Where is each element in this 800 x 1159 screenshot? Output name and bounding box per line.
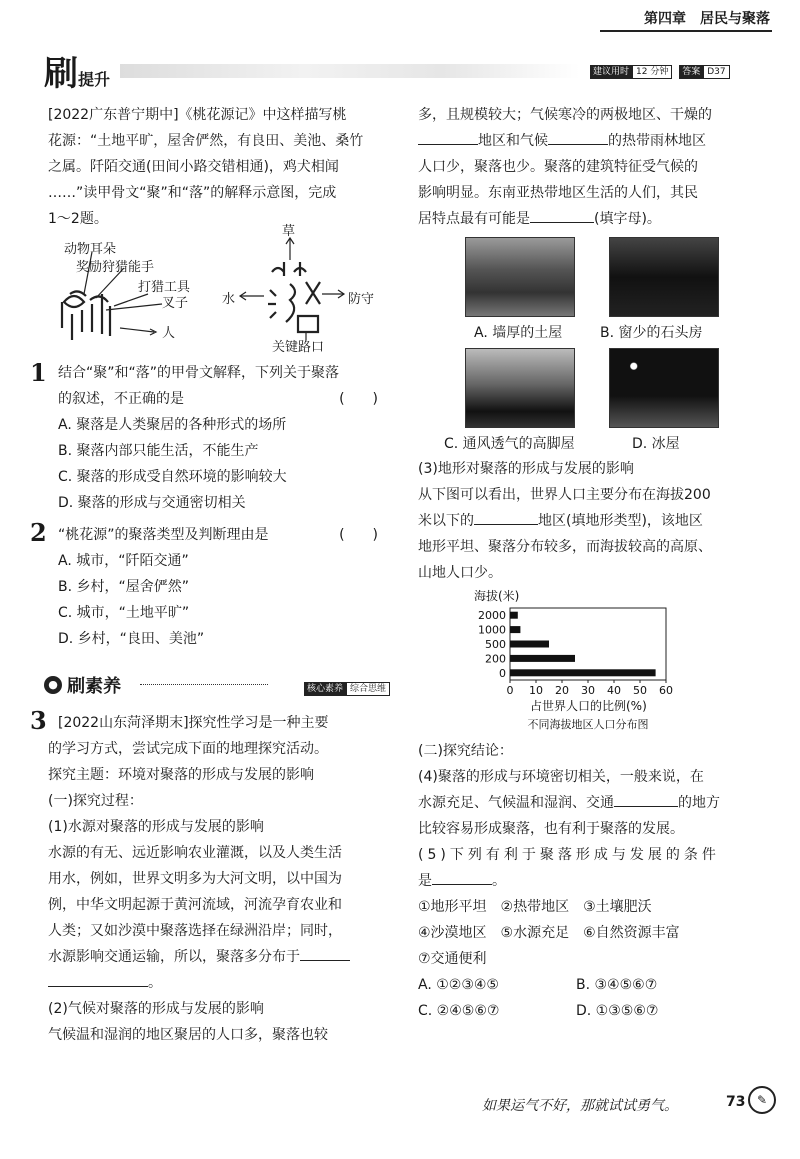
label-person: 人 bbox=[162, 326, 176, 341]
q1-option-d[interactable]: D. 聚落的形成与交通密切相关 bbox=[58, 495, 246, 511]
conclusion-text: (二)探究结论： (4)聚落的形成与环境密切相关，一般来说，在 水源充足、气候温和湿润、交通 的地方 比较容易形成聚落，也有利于聚落的发展。 (5)下列有利于聚落形成与发展的条件 是 。 ①地形平坦 ②热带地区 ③土壤肥沃 ④沙漠地区 ⑤水源充足 ⑥自然资源丰富 ⑦交通便利 A. ①②③④⑤ B. ③④⑤⑥⑦ C. ②④⑤⑥⑦ D. ①③⑤⑥⑦ bbox=[418, 738, 778, 1024]
question-1 bbox=[30, 360, 390, 516]
y-axis-title: 海拔(米) bbox=[474, 589, 520, 603]
q5-option-d[interactable]: D. ①③⑤⑥⑦ bbox=[576, 1003, 659, 1019]
label-key-crossing: 关键路口 bbox=[272, 340, 325, 355]
blank-terrain-type[interactable] bbox=[474, 510, 538, 525]
y-tick-label: 0 bbox=[499, 666, 506, 680]
x-tick-label: 0 bbox=[506, 684, 514, 697]
tag-core-literacy: 核心素养 bbox=[304, 682, 346, 696]
chapter-title: 第四章 居民与聚落 bbox=[644, 11, 770, 27]
x-tick-label: 50 bbox=[633, 684, 647, 697]
blank-water-distribution-cont[interactable] bbox=[48, 972, 148, 987]
right-column-text: 多，且规模较大；气候寒冷的两极地区、干燥的 地区和气候 的热带雨林地区 人口少，聚落也少。聚落的建筑特征受气候的 影响明显。东南亚热带地区生活的人们，其民 居特点最有可能是 (填字母)。 bbox=[418, 107, 712, 227]
x-tick-label: 60 bbox=[659, 684, 673, 697]
photo-earth-house bbox=[465, 237, 575, 317]
footer-motto: 如果运气不好，那就试试勇气。 bbox=[482, 1098, 678, 1114]
q1-option-b[interactable]: B. 聚落内部只能生活，不能生产 bbox=[58, 443, 259, 459]
blank-conditions[interactable] bbox=[432, 870, 492, 885]
q1-number: 1 bbox=[30, 358, 47, 387]
y-tick-label: 200 bbox=[485, 652, 506, 666]
x-tick-label: 20 bbox=[555, 684, 569, 697]
q1-answer-paren[interactable]: ( ) bbox=[339, 391, 378, 407]
tag-comprehensive-thinking: 综合思维 bbox=[346, 682, 390, 696]
brush-decoration bbox=[120, 64, 580, 78]
label-water: 水 bbox=[222, 292, 236, 307]
label-reward-hunter: 奖励狩猎能手 bbox=[76, 260, 155, 275]
q1-option-c[interactable]: C. 聚落的形成受自然环境的影响较大 bbox=[58, 469, 287, 485]
q2-option-c[interactable]: C. 城市，“土地平旷” bbox=[58, 605, 190, 621]
chart-svg bbox=[470, 586, 700, 736]
ju-glyph bbox=[62, 291, 110, 340]
section-dotted-line bbox=[140, 684, 268, 685]
x-tick-label: 10 bbox=[529, 684, 543, 697]
bar bbox=[510, 669, 656, 676]
photo-stone-house bbox=[609, 237, 719, 317]
q2-option-d[interactable]: D. 乡村，“良田、美池” bbox=[58, 631, 205, 647]
blank-water-distribution[interactable] bbox=[300, 946, 350, 961]
photo-igloo bbox=[609, 348, 719, 428]
caption-c: C. 通风透气的高脚屋 bbox=[444, 436, 575, 452]
luo-glyph bbox=[268, 262, 320, 332]
y-tick-label: 500 bbox=[485, 638, 506, 651]
oracle-diagram bbox=[44, 224, 394, 355]
section-title: 刷素养 bbox=[67, 676, 122, 697]
bar bbox=[510, 641, 549, 648]
q5-option-a[interactable]: A. ①②③④⑤ bbox=[418, 977, 499, 993]
condition-row-3: ⑦交通便利 bbox=[418, 951, 487, 967]
q2-number: 2 bbox=[30, 518, 47, 547]
caption-d: D. 冰屋 bbox=[632, 436, 680, 452]
q3-number: 3 bbox=[30, 706, 47, 735]
bar bbox=[510, 612, 518, 619]
question-3: 3 [2022山东菏泽期末]探究性学习是一种主要 的学习方式，尝试完成下面的地理探究活动。 探究主题：环境对聚落的形成与发展的影响 (一)探究过程： (1)水源对聚落的形成与发展的影响 水源的有无、远近影响农业灌溉，以及人类生活 用水，例如，世界文明多为大河文明，以中国为 例，中华文明起源于黄河流域，河流孕育农业和 人类；又如沙漠中聚落选择在绿洲沿岸；同时， 水源影响交通运输，所以，聚落多分布于 。 (2)气候对聚落的形成与发展的影响 气候温和湿润的地区聚居的人口多，聚落也较 bbox=[30, 710, 390, 1048]
question-2 bbox=[30, 518, 390, 652]
x-axis-title: 占世界人口的比例(%) bbox=[530, 699, 647, 713]
section-icon: ● bbox=[44, 676, 62, 694]
q2-option-b[interactable]: B. 乡村，“屋舍俨然” bbox=[58, 579, 190, 595]
q1-stem: 结合“聚”和“落”的甲骨文解释，下列关于聚落 bbox=[58, 365, 340, 381]
brand-logo: 刷提升 bbox=[44, 54, 111, 94]
y-tick-label: 2000 bbox=[478, 609, 506, 623]
bar bbox=[510, 626, 520, 633]
q1-stem-cont: 的叙述，不正确的是 bbox=[58, 391, 184, 407]
suggest-time-box: 建议用时 12 分钟 答案 D37 bbox=[590, 65, 730, 79]
q2-answer-paren[interactable]: ( ) bbox=[339, 527, 378, 543]
condition-row-2: ④沙漠地区 ⑤水源充足 ⑥自然资源丰富 bbox=[418, 925, 680, 941]
label-defense: 防守 bbox=[348, 292, 375, 307]
caption-b: B. 窗少的石头房 bbox=[600, 325, 703, 341]
q2-option-a[interactable]: A. 城市，“阡陌交通” bbox=[58, 553, 189, 569]
q1-option-a[interactable]: A. 聚落是人类聚居的各种形式的场所 bbox=[58, 417, 287, 433]
label-fork: 叉子 bbox=[162, 296, 189, 311]
bar bbox=[510, 655, 575, 662]
altitude-chart bbox=[470, 586, 700, 736]
photo-stilt-house bbox=[465, 348, 575, 428]
blank-house-choice[interactable] bbox=[530, 208, 594, 223]
blank-dry-region[interactable] bbox=[418, 130, 478, 145]
logo-icon: ✎ bbox=[748, 1086, 776, 1114]
x-tick-label: 30 bbox=[581, 684, 595, 697]
condition-row-1: ①地形平坦 ②热带地区 ③土壤肥沃 bbox=[418, 899, 652, 915]
y-tick-label: 1000 bbox=[478, 623, 506, 637]
chart-caption: 不同海拔地区人口分布图 bbox=[527, 718, 649, 731]
q2-stem: “桃花源”的聚落类型及判断理由是 bbox=[58, 527, 269, 543]
label-animal-ear: 动物耳朵 bbox=[64, 242, 117, 257]
blank-transport[interactable] bbox=[614, 792, 678, 807]
header-rule bbox=[600, 30, 772, 32]
caption-a: A. 墙厚的土屋 bbox=[474, 325, 563, 341]
label-hunting-tool: 打猎工具 bbox=[138, 280, 191, 295]
section-header bbox=[44, 672, 390, 696]
q5-option-b[interactable]: B. ③④⑤⑥⑦ bbox=[576, 977, 658, 993]
x-tick-label: 40 bbox=[607, 684, 621, 697]
intro-text: [2022广东普宁期中]《桃花源记》中这样描写桃 花源：“土地平旷，屋舍俨然，有良田、美池、桑竹 之属。阡陌交通(田间小路交错相通)，鸡犬相闻 ……”读甲骨文“聚”和“落”的解释示意图，完成 1～2题。 bbox=[48, 107, 364, 227]
label-grass: 草 bbox=[282, 224, 296, 239]
q5-option-c[interactable]: C. ②④⑤⑥⑦ bbox=[418, 1003, 500, 1019]
blank-rainforest-climate[interactable] bbox=[548, 130, 608, 145]
page-number: 73 bbox=[726, 1094, 746, 1110]
terrain-text: (3)地形对聚落的形成与发展的影响 从下图可以看出，世界人口主要分布在海拔200 米以下的 地区(填地形类型)，该地区 地形平坦、聚落分布较多，而海拔较高的高原、 山地人口少。 bbox=[418, 461, 712, 581]
